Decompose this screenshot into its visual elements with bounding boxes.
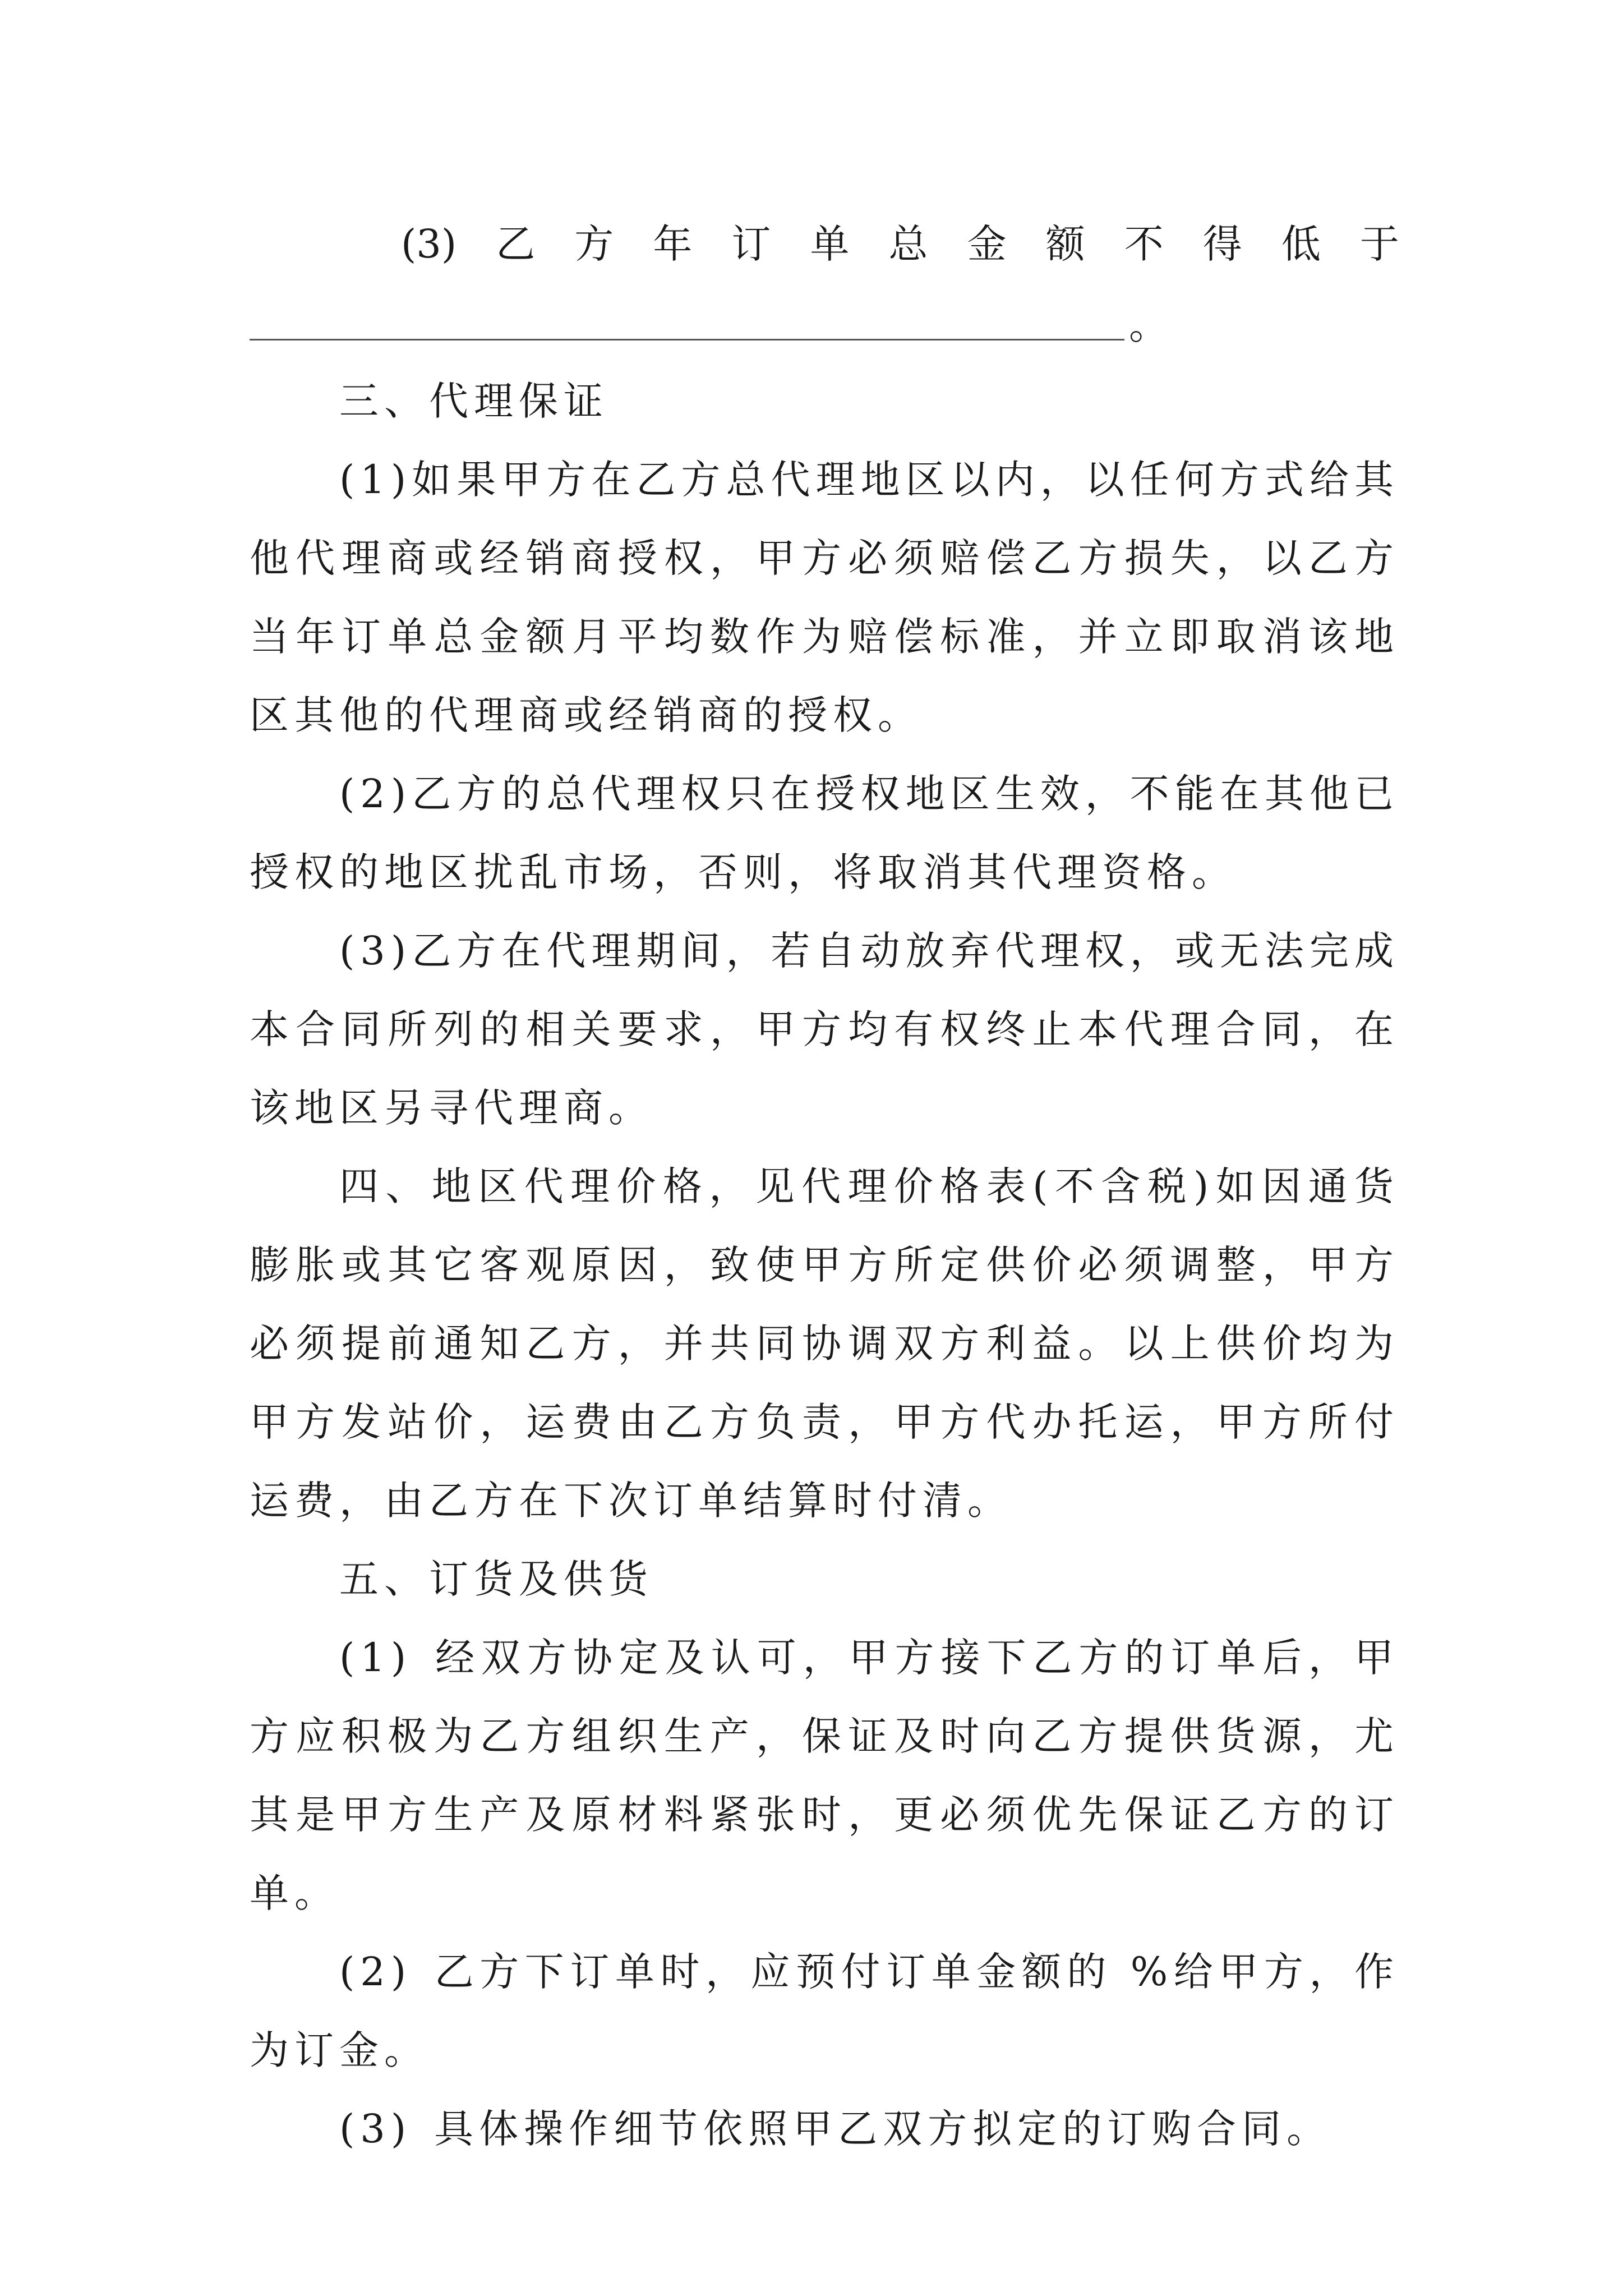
clause-char: 额 bbox=[1045, 221, 1085, 267]
item-label: (1) bbox=[339, 1635, 412, 1681]
section-3-paragraph-1: (1)如果甲方在乙方总代理地区以内，以任何方式给其他代理商或经销商授权，甲方必须赔偿乙方损失，以乙方当年订单总金额月平均数作为赔偿标准，并立即取消该地区其他的代理商或经销商的授权。 bbox=[250, 457, 1399, 738]
section-3-heading: 三、代理保证 bbox=[339, 378, 608, 424]
item-label: (3) bbox=[339, 2106, 412, 2152]
section-5-paragraph-1 bbox=[250, 1618, 1399, 1932]
clause-char: 于 bbox=[1359, 221, 1399, 267]
clause-char: 低 bbox=[1281, 221, 1321, 267]
period-mark: 。 bbox=[1129, 302, 1168, 348]
item-text: 具体操作细节依照甲乙双方拟定的订购合同。 bbox=[434, 2106, 1332, 2152]
clause-char: 单 bbox=[810, 221, 850, 267]
clause-char: 金 bbox=[967, 221, 1007, 267]
fill-in-blank bbox=[250, 283, 1399, 362]
clause-char: 总 bbox=[888, 221, 928, 267]
clause-min-order-line bbox=[250, 205, 1399, 283]
item-text: 经双方协定及认可，甲方接下乙方的订单后，甲方应积极为乙方组织生产，保证及时向乙方提供货源，尤其是甲方生产及原材料紧张时，更必须优先保证乙方的订单。 bbox=[250, 1635, 1399, 1916]
clause-char: 方 bbox=[574, 221, 614, 267]
section-5-paragraph-2 bbox=[250, 1932, 1399, 2090]
section-5-heading: 五、订货及供货 bbox=[339, 1556, 653, 1602]
item-text: 乙方下订单时，应预付订单金额的 %给甲方，作为订金。 bbox=[250, 1949, 1399, 2073]
section-5-paragraph-3 bbox=[250, 2090, 1399, 2168]
clause-min-order bbox=[250, 205, 1399, 362]
section-3-paragraph-2: (2)乙方的总代理权只在授权地区生效，不能在其他已授权的地区扰乱市场，否则，将取消其代理资格。 bbox=[250, 771, 1399, 895]
section-3-paragraph-3: (3)乙方在代理期间，若自动放弃代理权，或无法完成本合同所列的相关要求，甲方均有权终止本代理合同，在该地区另寻代理商。 bbox=[250, 928, 1399, 1131]
document-page bbox=[250, 0, 1399, 2296]
clause-number: (3) bbox=[401, 221, 457, 267]
blank-underline bbox=[250, 339, 1124, 341]
clause-char: 乙 bbox=[496, 221, 536, 267]
clause-char: 得 bbox=[1202, 221, 1242, 267]
clause-char: 不 bbox=[1124, 221, 1164, 267]
clause-char: 年 bbox=[653, 221, 693, 267]
item-label: (2) bbox=[339, 1949, 412, 1995]
document-body bbox=[250, 362, 1399, 2168]
clause-char: 订 bbox=[731, 221, 771, 267]
section-4-paragraph: 四、地区代理价格，见代理价格表(不含税)如因通货膨胀或其它客观原因，致使甲方所定供价必须调整，甲方必须提前通知乙方，并共同协调双方利益。以上供价均为甲方发站价，运费由乙方负责，甲方代办托运，甲方所付运费，由乙方在下次订单结算时付清。 bbox=[250, 1163, 1399, 1524]
